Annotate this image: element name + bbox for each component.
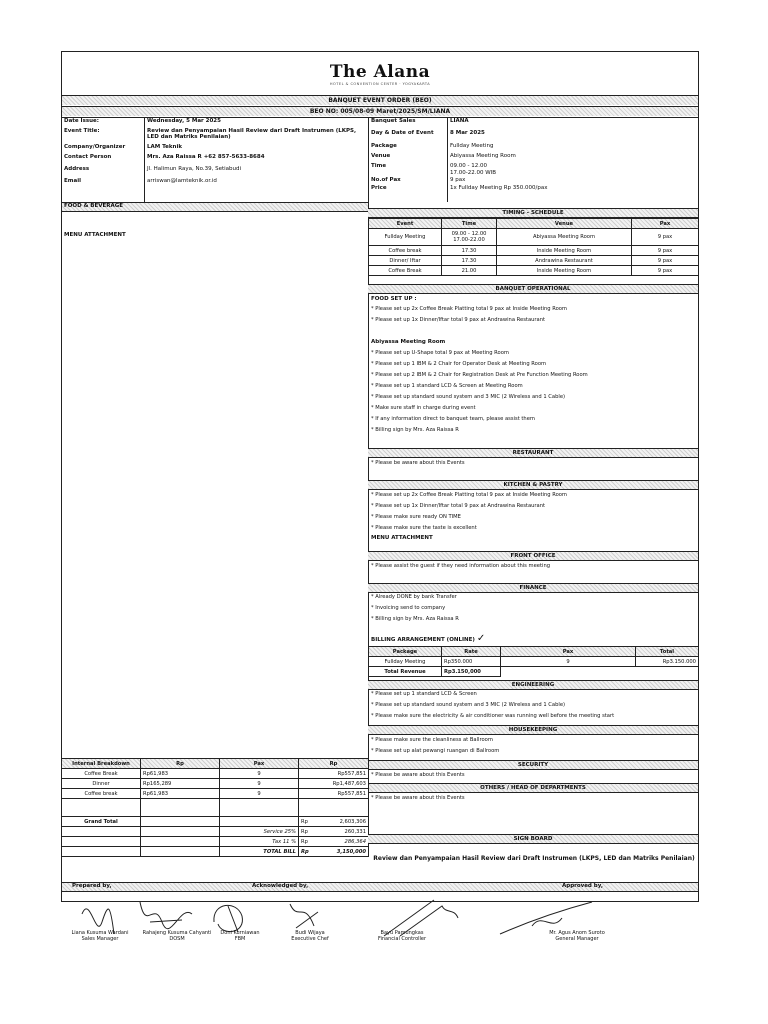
timing-col-pax: Pax: [632, 219, 699, 229]
engineering-item: * Please make sure the electricity & air conditioner was running well before the meeting start: [371, 713, 615, 719]
security-body: [371, 770, 465, 781]
total-bill-currency: Rp: [301, 848, 309, 855]
tax-label: Tax 11 %: [220, 837, 299, 847]
room-setup-item: * Make sure staff in charge during event: [371, 405, 476, 411]
signer-general-manager: [532, 930, 622, 942]
others-header: OTHERS / HEAD OF DEPARTMENTS: [368, 783, 698, 793]
event-title-label: Event Title:: [64, 128, 100, 134]
timing-event: Coffee Break: [369, 266, 442, 276]
date-issue-value: Wednesday, 5 Mar 2025: [147, 118, 221, 124]
internal-col-breakdown: Internal Breakdown: [62, 759, 141, 769]
billing-header-row: [369, 647, 699, 657]
right-info-values: [450, 118, 696, 193]
total-bill-row: [62, 847, 369, 857]
signer-role: General Manager: [555, 936, 599, 942]
email-value: arriswan@lamteknik.or.id: [147, 178, 217, 184]
signer-name: Doni Kurniawan: [220, 930, 260, 936]
beo-title: BANQUET EVENT ORDER (BEO): [62, 95, 698, 105]
signer-name: Mr. Agus Anom Suroto: [549, 930, 605, 936]
signer-role: Sales Manager: [81, 936, 119, 942]
hotel-logo: [62, 52, 698, 94]
finance-item: * Billing sign by Mrs. Aza Raissa R: [371, 616, 459, 622]
billing-pax: 9: [501, 657, 636, 667]
signer-dosm: [132, 930, 222, 942]
right-info-labels: [371, 118, 447, 193]
internal-amount: Rp557,851: [299, 769, 369, 779]
service-amount: 260,331: [344, 828, 366, 835]
total-bill-label: TOTAL BILL: [220, 847, 299, 857]
room-setup-item: * Please set up U-Shape total 9 pax at Meeting Room: [371, 350, 509, 356]
beo-number: BEO NO: 005/08-09 Maret/2025/SM/LIANA: [62, 106, 698, 116]
front-office-body: [371, 561, 550, 572]
package-value: Fullday Meeting: [450, 143, 494, 149]
signer-role: Executive Chef: [291, 936, 329, 942]
billing-table: [368, 646, 699, 677]
front-office-header: FRONT OFFICE: [368, 551, 698, 561]
internal-item: Dinner: [62, 779, 141, 789]
housekeeping-header: HOUSEKEEPING: [368, 725, 698, 735]
room-setup-title: Abiyassa Meeting Room: [371, 339, 446, 345]
grand-total-value: [299, 817, 369, 827]
others-body: [371, 793, 465, 804]
internal-rate: Rp61,983: [141, 769, 220, 779]
room-setup-item: * Please set up 2 IBM & 2 Chair for Registration Desk at Pre Function Meeting Room: [371, 372, 588, 378]
kitchen-item: * Please set up 1x Dinner/Iftar total 9 pax at Andrawina Restaurant: [371, 503, 546, 509]
timing-schedule-header: TIMING - SCHEDULE: [368, 208, 698, 218]
approved-by-label: Approved by,: [562, 883, 603, 889]
grand-total-amount: 2,603,306: [339, 818, 366, 825]
room-setup-item: * Billing sign by Mrs. Aza Raissa R: [371, 427, 459, 433]
signer-name: Bayu Pamungkas: [380, 930, 424, 936]
billing-col-pax: Pax: [501, 647, 636, 657]
timing-venue: Abiyassa Meeting Room: [497, 229, 632, 246]
signer-name: Budi Wijaya: [295, 930, 325, 936]
room-setup-item: * If any information direct to banquet team, please assist them: [371, 416, 535, 422]
logo-name: The Alana: [329, 62, 431, 82]
engineering-item: * Please set up standard sound system and 3 MIC (2 Wireless and 1 Cable): [371, 702, 566, 708]
housekeeping-body: [371, 735, 499, 757]
company-label: Company/Organizer: [64, 144, 126, 150]
kitchen-menu-attachment: MENU ATTACHMENT: [371, 535, 433, 541]
engineering-body: [371, 689, 614, 722]
food-setup-item: * Please set up 1x Dinner/Iftar total 9 pax at Andrawina Restaurant: [371, 317, 546, 323]
food-beverage-header: FOOD & BEVERAGE: [62, 203, 368, 211]
table-row: [369, 266, 699, 276]
restaurant-item: * Please be aware about this Events: [371, 460, 465, 466]
room-setup-item: * Please set up 1 IBM & 2 Chair for Operator Desk at Meeting Room: [371, 361, 547, 367]
table-row: [369, 667, 699, 677]
timing-venue: Inside Meeting Room: [497, 266, 632, 276]
housekeeping-item: * Please make sure the cleanliness at Ballroom: [371, 737, 493, 743]
timing-event: Fullday Meeting: [369, 229, 442, 246]
table-row: [369, 256, 699, 266]
billing-col-package: Package: [369, 647, 442, 657]
signer-sales-manager: [70, 930, 130, 942]
finance-item: * Already DONE by bank Transfer: [371, 594, 457, 600]
signer-role: Financial Controller: [377, 936, 427, 942]
service-currency: Rp: [301, 828, 308, 835]
timing-col-venue: Venue: [497, 219, 632, 229]
food-setup-item: * Please set up 2x Coffee Break Platting total 9 pax at Inside Meeting Room: [371, 306, 567, 312]
total-revenue-value: Rp3.150,000: [442, 667, 501, 677]
internal-pax: 9: [220, 779, 299, 789]
date-issue-label: Date Issue:: [64, 118, 99, 124]
others-item: * Please be aware about this Events: [371, 795, 465, 801]
tax-amount: 286,364: [344, 838, 366, 845]
kitchen-body: [371, 490, 567, 543]
signer-executive-chef: [280, 930, 340, 942]
tax-value: [299, 837, 369, 847]
time-label: Time: [371, 163, 387, 169]
venue-label: Venue: [371, 153, 391, 159]
signer-fbm: [210, 930, 270, 942]
timing-venue: Inside Meeting Room: [497, 246, 632, 256]
contact-label: Contact Person: [64, 154, 112, 160]
table-row: [62, 789, 369, 799]
engineering-header: ENGINEERING: [368, 680, 698, 690]
sign-board-header: SIGN BOARD: [368, 834, 698, 844]
grand-total-row: [62, 817, 369, 827]
signature-fbm: [214, 905, 243, 932]
kitchen-item: * Please make sure ready ON TIME: [371, 514, 461, 520]
timing-header-row: [369, 219, 699, 229]
timing-event: Dinner/ Iftar: [369, 256, 442, 266]
left-info-labels: [64, 118, 144, 190]
event-title-value: Review dan Penyampaian Hasil Review dari Draft Instrumen (LKPS, LED dan Matriks Penilaian): [147, 128, 357, 140]
timing-pax: 9 pax: [632, 266, 699, 276]
kitchen-item: * Please make sure the taste is excellent: [371, 525, 477, 531]
address-value: Jl. Halimun Raya, No.39, Setiabudi: [147, 166, 242, 172]
internal-pax: 9: [220, 769, 299, 779]
sales-value: LIANA: [450, 118, 469, 124]
time-value: 09.00 - 12.00 17.00-22.00 WIB: [450, 163, 497, 176]
table-row: [369, 246, 699, 256]
sales-label: Banquet Sales: [371, 118, 416, 124]
total-bill-value: [299, 847, 369, 857]
timing-pax: 9 pax: [632, 229, 699, 246]
venue-value: Abiyassa Meeting Room: [450, 153, 516, 159]
signer-role: DOSM: [169, 936, 185, 942]
total-revenue-label: Total Revenue: [369, 667, 442, 677]
internal-col-pax: Pax: [220, 759, 299, 769]
acknowledged-by-label: Acknowledged by,: [252, 883, 309, 889]
timing-venue: Andrawina Restaurant: [497, 256, 632, 266]
billing-package: Fullday Meeting: [369, 657, 442, 667]
banquet-operational-body: [371, 294, 588, 436]
security-item: * Please be aware about this Events: [371, 772, 465, 778]
event-date-value: 8 Mar 2025: [450, 130, 485, 136]
service-label: Service 25%: [220, 827, 299, 837]
signer-name: Rahajeng Kusuma Cahyanti: [142, 930, 212, 936]
internal-amount: Rp557,851: [299, 789, 369, 799]
internal-amount: Rp1,487,603: [299, 779, 369, 789]
internal-header-row: [62, 759, 369, 769]
timing-pax: 9 pax: [632, 256, 699, 266]
security-header: SECURITY: [368, 760, 698, 770]
timing-schedule-table: [368, 218, 699, 276]
service-row: [62, 827, 369, 837]
email-label: Email: [64, 178, 81, 184]
timing-pax: 9 pax: [632, 246, 699, 256]
internal-pax: 9: [220, 789, 299, 799]
pax-label: No.of Pax: [371, 177, 401, 183]
pax-value: 9 pax: [450, 177, 466, 183]
finance-header: FINANCE: [368, 583, 698, 593]
signature-dosm: [140, 902, 192, 929]
timing-time: 17.30: [442, 246, 497, 256]
engineering-item: * Please set up 1 standard LCD & Screen: [371, 691, 477, 697]
housekeeping-item: * Please set up alat pewangi ruangan di Ballroom: [371, 748, 500, 754]
internal-rate: Rp61,983: [141, 789, 220, 799]
internal-rate: Rp165,289: [141, 779, 220, 789]
internal-item: Coffee Break: [62, 769, 141, 779]
grand-total-currency: Rp: [301, 818, 308, 825]
internal-col-rp: Rp: [141, 759, 220, 769]
grand-total-label: Grand Total: [62, 817, 141, 827]
internal-item: Coffee break: [62, 789, 141, 799]
billing-arrangement-title: [371, 635, 485, 644]
kitchen-header: KITCHEN & PASTRY: [368, 480, 698, 490]
front-office-item: * Please assist the guest if they need information about this meeting: [371, 563, 551, 569]
address-label: Address: [64, 166, 90, 172]
billing-col-rate: Rate: [442, 647, 501, 657]
tax-currency: Rp: [301, 838, 308, 845]
table-row: [62, 799, 369, 817]
prepared-by-label: Prepared by,: [72, 883, 112, 889]
left-info-values: [147, 118, 365, 190]
kitchen-item: * Please set up 2x Coffee Break Platting total 9 pax at Inside Meeting Room: [371, 492, 567, 498]
finance-body: [371, 592, 459, 625]
timing-time: 09.00 - 12.00 17.00-22.00: [442, 229, 497, 246]
signer-role: FBM: [234, 936, 246, 942]
finance-item: * Invoicing send to company: [371, 605, 446, 611]
price-value: 1x Fullday Meeting Rp 350.000/pax: [450, 185, 548, 191]
table-row: [369, 657, 699, 667]
event-date-label: Day & Date of Event: [371, 130, 434, 136]
menu-attachment-left: MENU ATTACHMENT: [64, 232, 126, 238]
internal-breakdown-table: [61, 758, 369, 857]
table-row: [62, 779, 369, 789]
service-value: [299, 827, 369, 837]
billing-col-total: Total: [636, 647, 699, 657]
food-setup-title: FOOD SET UP :: [371, 296, 417, 302]
room-setup-item: * Please set up 1 standard LCD & Screen at Meeting Room: [371, 383, 523, 389]
table-row: [369, 229, 699, 246]
billing-total: Rp3.150.000: [636, 657, 699, 667]
restaurant-header: RESTAURANT: [368, 448, 698, 458]
billing-rate: Rp350.000: [442, 657, 501, 667]
internal-col-rp-total: Rp: [299, 759, 369, 769]
timing-col-time: Time: [442, 219, 497, 229]
signature-executive-chef: [290, 904, 318, 928]
billing-title-text: BILLING ARRANGEMENT (ONLINE): [371, 637, 475, 643]
timing-time: 21.00: [442, 266, 497, 276]
total-bill-amount: 3,150,000: [336, 848, 366, 855]
price-label: Price: [371, 185, 387, 191]
timing-event: Coffee break: [369, 246, 442, 256]
sign-board-text: Review dan Penyampaian Hasil Review dari Draft Instrumen (LKPS, LED dan Matriks Penilaian): [373, 855, 695, 862]
logo-tagline: HOTEL & CONVENTION CENTER · YOGYAKARTA: [329, 82, 431, 86]
signer-financial-controller: [362, 930, 442, 942]
package-label: Package: [371, 143, 397, 149]
check-icon: ✓: [476, 633, 486, 644]
company-value: LAM Teknik: [147, 144, 183, 150]
room-setup-item: * Please set up standard sound system and 3 MIC (2 Wireless and 1 Cable): [371, 394, 566, 400]
timing-col-event: Event: [369, 219, 442, 229]
signer-name: Liana Kusuma Wardani: [71, 930, 129, 936]
contact-value: Mrs. Aza Raissa R +62 857-5633-8684: [147, 154, 265, 160]
timing-time: 17.30: [442, 256, 497, 266]
table-row: [62, 769, 369, 779]
beo-document: [61, 51, 699, 942]
restaurant-body: [371, 458, 465, 469]
tax-row: [62, 837, 369, 847]
banquet-operational-header: BANQUET OPERATIONAL: [368, 284, 698, 294]
